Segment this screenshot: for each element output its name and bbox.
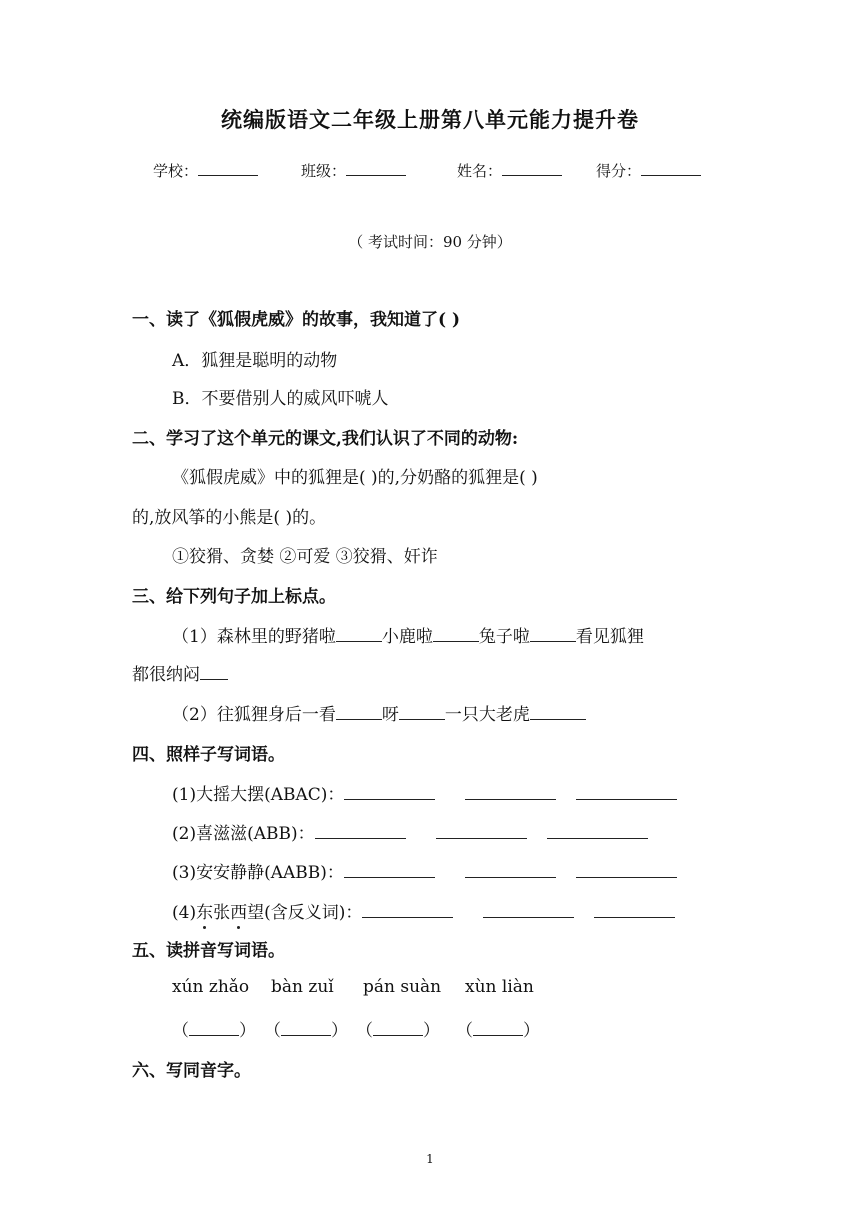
punct-blank[interactable] bbox=[530, 703, 586, 720]
paren-close: ） bbox=[423, 1021, 440, 1041]
paren-close: ） bbox=[331, 1021, 348, 1041]
q3-s1-part-b: 小鹿啦 bbox=[381, 627, 433, 647]
punct-blank[interactable] bbox=[336, 703, 382, 720]
q4-item4-label-c: 望(含反义词)： bbox=[247, 903, 363, 923]
punct-blank[interactable] bbox=[336, 625, 382, 642]
q2-line1: 《狐假虎威》中的狐狸是( )的,分奶酪的狐狸是( ) bbox=[172, 468, 538, 488]
q4-item2 bbox=[172, 819, 648, 844]
q3-sentence2 bbox=[172, 700, 586, 725]
punct-blank[interactable] bbox=[433, 625, 479, 642]
answer-box-4[interactable] bbox=[456, 1016, 540, 1041]
pinyin-1: xún zhǎo bbox=[172, 977, 250, 997]
answer-box-3[interactable] bbox=[356, 1016, 440, 1041]
q3-s1-part-e: 都很纳闷 bbox=[132, 665, 200, 685]
q4-item3-label: (3)安安静静(AABB)： bbox=[172, 863, 344, 883]
exam-time-note: （ 考试时间：90 分钟） bbox=[348, 233, 512, 251]
q2-line2: 的,放风筝的小熊是( )的。 bbox=[132, 508, 327, 528]
q4-heading: 四、照样子写词语。 bbox=[132, 745, 285, 765]
name-field bbox=[457, 160, 562, 181]
paren-open: （ bbox=[264, 1021, 281, 1041]
answer-blank[interactable] bbox=[373, 1019, 423, 1036]
school-label: 学校： bbox=[153, 162, 199, 180]
school-field bbox=[153, 160, 258, 181]
answer-blank[interactable] bbox=[362, 901, 453, 918]
answer-blank[interactable] bbox=[483, 901, 574, 918]
emphasis-dong: 东 bbox=[196, 903, 214, 923]
q4-item4-label-b: 张 bbox=[213, 903, 231, 923]
answer-blank[interactable] bbox=[576, 783, 677, 800]
name-blank[interactable] bbox=[502, 161, 562, 176]
answer-blank[interactable] bbox=[281, 1019, 331, 1036]
answer-box-1[interactable] bbox=[172, 1016, 256, 1041]
q3-s2-part-c: 一只大老虎 bbox=[444, 705, 530, 725]
q3-s1-part-d: 看见狐狸 bbox=[575, 627, 644, 647]
answer-blank[interactable] bbox=[436, 822, 527, 839]
class-blank[interactable] bbox=[346, 161, 406, 176]
paren-open: （ bbox=[172, 1021, 189, 1041]
q3-s2-part-b: 呀 bbox=[381, 705, 399, 725]
score-label: 得分： bbox=[596, 162, 642, 180]
name-label: 姓名： bbox=[457, 162, 503, 180]
q3-s1-part-c: 兔子啦 bbox=[478, 627, 530, 647]
answer-blank[interactable] bbox=[465, 783, 556, 800]
q4-item4 bbox=[172, 898, 675, 923]
q4-item1-label: (1)大摇大摆(ABAC)： bbox=[172, 785, 345, 805]
q3-sentence1-cont bbox=[132, 660, 228, 685]
class-field bbox=[301, 160, 406, 181]
answer-blank[interactable] bbox=[473, 1019, 523, 1036]
punct-blank[interactable] bbox=[399, 703, 445, 720]
q5-heading: 五、读拼音写词语。 bbox=[132, 941, 285, 961]
q2-options: ①狡猾、贪婪 ②可爱 ③狡猾、奸诈 bbox=[172, 547, 438, 567]
answer-blank[interactable] bbox=[465, 861, 556, 878]
q1-option-b: B．不要借别人的威风吓唬人 bbox=[172, 389, 389, 409]
class-label: 班级： bbox=[301, 162, 347, 180]
answer-blank[interactable] bbox=[315, 822, 406, 839]
page-title: 统编版语文二年级上册第八单元能力提升卷 bbox=[221, 107, 639, 132]
answer-blank[interactable] bbox=[547, 822, 648, 839]
q1-option-a: A．狐狸是聪明的动物 bbox=[172, 351, 338, 371]
school-blank[interactable] bbox=[198, 161, 258, 176]
q4-item1 bbox=[172, 780, 677, 805]
score-field bbox=[596, 160, 701, 181]
pinyin-4: xùn liàn bbox=[465, 977, 534, 997]
answer-blank[interactable] bbox=[344, 783, 435, 800]
pinyin-3: pán suàn bbox=[363, 977, 442, 997]
emphasis-xi: 西 bbox=[230, 903, 248, 923]
punct-blank[interactable] bbox=[530, 625, 576, 642]
q1-heading: 一、读了《狐假虎威》的故事，我知道了( ) bbox=[132, 310, 461, 330]
paren-open: （ bbox=[456, 1021, 473, 1041]
punct-blank[interactable] bbox=[200, 663, 228, 680]
q3-s2-part-a: （2）往狐狸身后一看 bbox=[172, 705, 336, 725]
q6-heading: 六、写同音字。 bbox=[132, 1061, 251, 1081]
paren-close: ） bbox=[239, 1021, 256, 1041]
paren-open: （ bbox=[356, 1021, 373, 1041]
score-blank[interactable] bbox=[641, 161, 701, 176]
q4-item4-label-a: (4) bbox=[172, 903, 197, 923]
q4-item3 bbox=[172, 858, 677, 883]
q3-heading: 三、给下列句子加上标点。 bbox=[132, 587, 336, 607]
q3-s1-part-a: （1）森林里的野猪啦 bbox=[172, 627, 336, 647]
answer-blank[interactable] bbox=[594, 901, 675, 918]
paren-close: ） bbox=[523, 1021, 540, 1041]
answer-box-2[interactable] bbox=[264, 1016, 348, 1041]
answer-blank[interactable] bbox=[189, 1019, 239, 1036]
q2-heading: 二、学习了这个单元的课文,我们认识了不同的动物: bbox=[132, 429, 519, 449]
answer-blank[interactable] bbox=[344, 861, 435, 878]
q3-sentence1 bbox=[172, 622, 644, 647]
pinyin-2: bàn zuǐ bbox=[271, 977, 334, 997]
answer-blank[interactable] bbox=[576, 861, 677, 878]
q4-item2-label: (2)喜滋滋(ABB)： bbox=[172, 824, 315, 844]
page-number: 1 bbox=[426, 1152, 434, 1166]
